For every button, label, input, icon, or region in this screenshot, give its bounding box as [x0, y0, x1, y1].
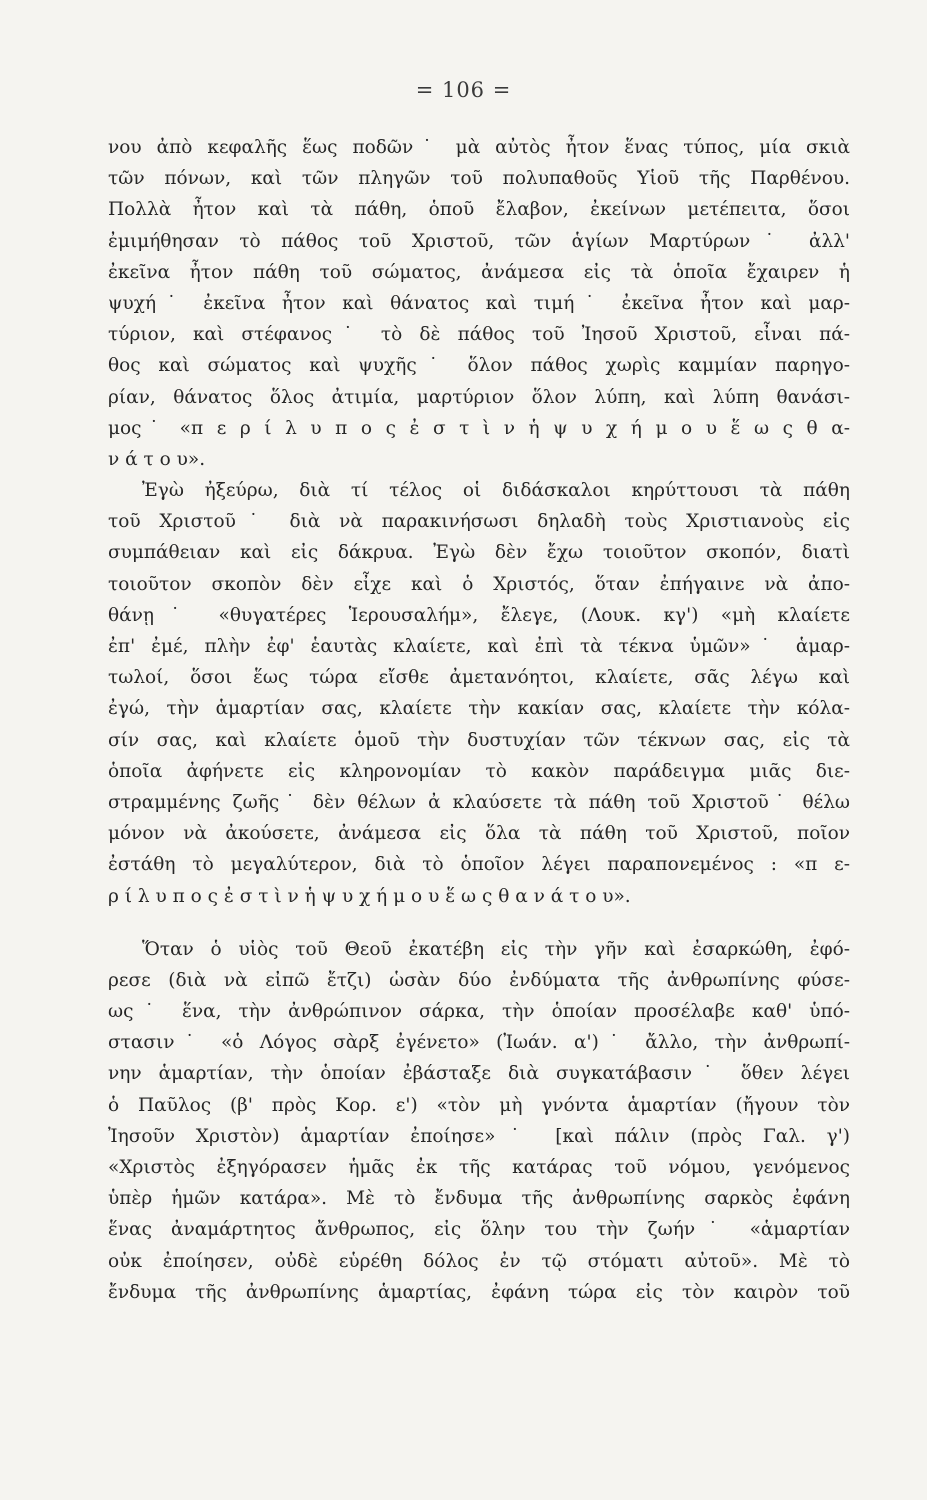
text-line: ἔνδυμα τῆς ἀνθρωπίνης ἁμαρτίας, ἐφάνη τώρα εἰς τὸν καιρὸν τοῦ — [108, 1281, 850, 1303]
text-line: συμπάθειαν καὶ εἰς δάκρυα. Ἐγὼ δὲν ἔχω τοιοῦτον σκοπόν, διατὶ — [108, 542, 850, 564]
text-line: οὐκ ἐποίησεν, οὐδὲ εὑρέθη δόλος ἐν τῷ στόματι αὐτοῦ». Μὲ τὸ — [108, 1250, 850, 1272]
text-line: νην ἁμαρτίαν, τὴν ὁποίαν ἐβάσταξε διὰ συγκατάβασιν˙ ὅθεν λέγει — [108, 1063, 850, 1085]
text-line: θάνῃ˙ «θυγατέρες Ἱερουσαλήμ», ἔλεγε, (Λουκ. κγ') «μὴ κλαίετε — [108, 604, 850, 626]
text-line: ἐπ' ἐμέ, πλὴν ἐφ' ἑαυτὰς κλαίετε, καὶ ἐπὶ τὰ τέκνα ὑμῶν»˙ ἁμαρ- — [108, 636, 850, 657]
paragraph-3 — [108, 934, 850, 1308]
text-line: Ὅταν ὁ υἱὸς τοῦ Θεοῦ ἐκατέβη εἰς τὴν γῆν καὶ ἐσαρκώθη, ἐφό- — [142, 938, 850, 960]
text-line: ρεσε (διὰ νὰ εἰπῶ ἔτζι) ὡσὰν δύο ἐνδύματα τῆς ἀνθρωπίνης φύσε- — [108, 969, 850, 991]
text-line: τῶν πόνων, καὶ τῶν πληγῶν τοῦ πολυπαθοῦς Υἱοῦ τῆς Παρθένου. — [108, 168, 850, 190]
text-line: ἐστάθη τὸ μεγαλύτερον, διὰ τὸ ὁποῖον λέγει παραπονεμένος : «π ε- — [108, 854, 850, 876]
text-line: Ἰησοῦν Χριστὸν) ἁμαρτίαν ἐποίησε»˙ [καὶ πάλιν (πρὸς Γαλ. γ') — [108, 1125, 850, 1147]
text-line: ψυχή˙ ἐκεῖνα ἦτον καὶ θάνατος καὶ τιμή˙ ἐκεῖνα ἦτον καὶ μαρ- — [108, 292, 850, 314]
text-line: θος καὶ σώματος καὶ ψυχῆς˙ ὅλον πάθος χωρὶς καμμίαν παρηγο- — [108, 355, 850, 377]
text-line: σίν σας, καὶ κλαίετε ὁμοῦ τὴν δυστυχίαν τῶν τέκνων σας, εἰς τὰ — [108, 729, 850, 751]
text-line: ἐμιμήθησαν τὸ πάθος τοῦ Χριστοῦ, τῶν ἁγίων Μαρτύρων˙ ἀλλ' — [108, 230, 850, 252]
text-line: Ἐγὼ ἠξεύρω, διὰ τί τέλος οἱ διδάσκαλοι κηρύττουσι τὰ πάθη — [142, 480, 850, 502]
text-line: ως˙ ἕνα, τὴν ἀνθρώπινον σάρκα, τὴν ὁποίαν προσέλαβε καθ' ὑπό- — [108, 1001, 850, 1023]
text-line: στραμμένης ζωῆς˙ δὲν θέλων ἀ κλαύσετε τὰ πάθη τοῦ Χριστοῦ˙ θέλω — [108, 791, 850, 813]
text-line: μόνον νὰ ἀκούσετε, ἀνάμεσα εἰς ὅλα τὰ πάθη τοῦ Χριστοῦ, ποῖον — [108, 823, 850, 845]
text-line: ὁποῖα ἀφήνετε εἰς κληρονομίαν τὸ κακὸν παράδειγμα μιᾶς διε- — [108, 760, 850, 782]
text-line: ἕνας ἀναμάρτητος ἄνθρωπος, εἰς ὅλην του τὴν ζωήν˙ «ἁμαρτίαν — [108, 1219, 850, 1241]
text-line: τύριον, καὶ στέφανος˙ τὸ δὲ πάθος τοῦ Ἰησοῦ Χριστοῦ, εἶναι πά- — [108, 324, 850, 346]
text-line: ὁ Παῦλος (β' πρὸς Κορ. ε') «τὸν μὴ γνόντα ἁμαρτίαν (ἤγουν τὸν — [108, 1094, 850, 1116]
text-line: ρ ί λ υ π ο ς ἐ σ τ ὶ ν ἡ ψ υ χ ή μ ο υ ἕ ω ς θ α ν ά τ ο υ». — [108, 885, 631, 907]
paragraph-1 — [108, 132, 850, 475]
text-line: ἐκεῖνα ἦτον πάθη τοῦ σώματος, ἀνάμεσα εἰς τὰ ὁποῖα ἔχαιρεν ἡ — [108, 261, 850, 283]
text-line: ρίαν, θάνατος ὅλος ἀτιμία, μαρτύριον ὅλον λύπη, καὶ λύπη θανάσι- — [108, 386, 850, 408]
text-line: τωλοί, ὅσοι ἕως τώρα εἴσθε ἀμετανόητοι, κλαίετε, σᾶς λέγω καὶ — [108, 667, 850, 689]
text-line: ν ά τ ο υ». — [108, 448, 206, 470]
text-line: τοῦ Χριστοῦ˙ διὰ νὰ παρακινήσωσι δηλαδὴ τοὺς Χριστιανοὺς εἰς — [108, 511, 850, 533]
text-line: τοιοῦτον σκοπὸν δὲν εἶχε καὶ ὁ Χριστός, ὅταν ἐπήγαινε νὰ ἀπο- — [108, 573, 850, 595]
page-body — [108, 132, 850, 1308]
text-line: Πολλὰ ἦτον καὶ τὰ πάθη, ὁποῦ ἔλαβον, ἐκείνων μετέπειτα, ὅσοι — [108, 199, 850, 221]
text-line: στασιν˙ «ὁ Λόγος σὰρξ ἐγένετο» (Ἰωάν. α')˙ ἄλλο, τὴν ἀνθρωπί- — [108, 1032, 850, 1054]
paragraph-gap — [108, 912, 850, 934]
text-line: «Χριστὸς ἐξηγόρασεν ἡμᾶς ἐκ τῆς κατάρας τοῦ νόμου, γενόμενος — [108, 1157, 850, 1178]
text-line: ὑπὲρ ἡμῶν κατάρα». Μὲ τὸ ἔνδυμα τῆς ἀνθρωπίνης σαρκὸς ἐφάνη — [108, 1188, 850, 1210]
page-number-header: = 106 = — [415, 78, 512, 102]
text-line: ἐγώ, τὴν ἁμαρτίαν σας, κλαίετε τὴν κακίαν σας, κλαίετε τὴν κόλα- — [108, 698, 850, 720]
text-line: νου ἀπὸ κεφαλῆς ἕως ποδῶν˙ μὰ αὐτὸς ἦτον ἕνας τύπος, μία σκιὰ — [108, 137, 850, 158]
paragraph-2 — [108, 475, 850, 912]
text-line: μος˙ «π ε ρ ί λ υ π ο ς ἐ σ τ ὶ ν ἡ ψ υ χ ή μ ο υ ἕ ω ς θ α- — [108, 417, 850, 439]
